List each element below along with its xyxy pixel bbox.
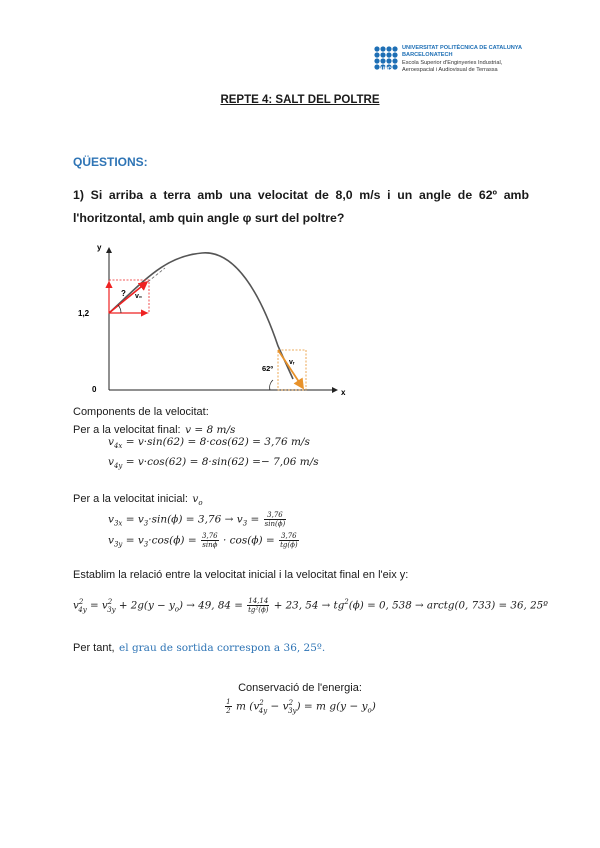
initial-velocity-intro: Per a la velocitat inicial: [73, 493, 188, 505]
energy-title: Conservació de l'energia: [238, 682, 362, 694]
eq-v4x: $v_{4x} = v\cdot\sin(62) = 8\cdot\cos(62) = 3,76$ m/s [108, 436, 310, 451]
eq-v4y-body: = v·cos(62) = 8·sin(62) =− 7,06 m/s [125, 456, 319, 468]
final-velocity-intro: Per a la velocitat final: [73, 424, 181, 436]
school-line1: Escola Superior d'Enginyeries Industrial, [402, 60, 503, 66]
trajectory-curve [109, 253, 293, 379]
university-line2: BARCELONATECH [402, 51, 453, 58]
vf-label: vᵣ [289, 359, 295, 366]
upc-logo-icon [372, 44, 400, 72]
conclusion-line [73, 638, 325, 656]
frac-v3x: $\frac{3,76}{\sin(\phi)}$ [264, 511, 286, 528]
eq-v3y: $v_{3y} = v_3\cdot\cos(\phi)$ = $\frac{3,76}{\sin\phi}$ · cos(ϕ) = $\frac{3,76}{tg(\phi)}$ [108, 532, 298, 549]
section-heading: QÜESTIONS: [73, 155, 148, 169]
eq-v4y: $v_{4y} = v\cdot\cos(62) = 8\cdot\sin(62) =- 7,06$ m/s [108, 456, 319, 471]
frac-v3y-b: $\frac{3,76}{tg(\phi)}$ [280, 532, 298, 549]
frac-v3y-a: $\frac{3,76}{\sin\phi}$ [202, 532, 218, 549]
relation-intro: Establim la relació entre la velocitat inicial i la velocitat final en l'eix y: [73, 569, 409, 581]
conclusion-highlight: el grau de sortida correspon a 36, 25º. [119, 642, 326, 654]
university-line1: UNIVERSITAT POLITÈCNICA DE CATALUNYA [402, 45, 523, 51]
final-velocity-value: v = 8 m/s [185, 424, 236, 436]
origin-label: 0 [92, 385, 97, 394]
frac-relation: $\frac{14,14}{\text{tg²(ϕ)}}$ [248, 597, 269, 614]
impact-angle-arc [270, 380, 273, 390]
school-name [402, 60, 502, 73]
eq-relation: $v^2_{4y} = v^2_{3y} + 2g(y - y_o) \to 49$, 84 = $\frac{14,14}{\text{tg²(ϕ)}}$ + 23, $54 \to tg^2(\phi) = 0$, 538 → arctg(0, 733) = 36, 25º [73, 597, 549, 614]
initial-velocity-line: Per a la velocitat inicial: $v_o$ [73, 493, 203, 508]
y-axis-label: y [97, 243, 102, 252]
y0-label: 1,2 [78, 309, 90, 318]
eq-v4x-body: = v·sin(62) = 8·cos(62) = 3,76 m/s [125, 436, 310, 448]
university-name [402, 45, 522, 58]
page-title: REPTE 4: SALT DEL POLTRE [220, 94, 380, 106]
conclusion-prefix: Per tant, [73, 642, 115, 654]
v0-label: v₀ [135, 293, 143, 300]
frac-half: $\frac{1}{2}$ [226, 698, 231, 715]
components-title: Components de la velocitat: [73, 406, 209, 418]
eq-v3x: $v_{3x} = v_3\cdot\sin(\phi) = 3,76 \to v_3$ = $\frac{3,76}{\sin(\phi)}$ [108, 511, 286, 528]
eq-energy: $\frac{1}{2}$ m $(v^2_{4y} - v^2_{3y}) = m$ $g(y - y_o)$ [226, 698, 376, 715]
logo-text: UPC [380, 66, 392, 72]
impact-angle-label: 62º [262, 364, 274, 373]
vf-arrow [278, 350, 303, 388]
trajectory-figure [75, 238, 355, 402]
unknown-angle-label: ? [121, 289, 126, 298]
school-line2: Aeroespacial i Audiovisual de Terrassa [402, 66, 498, 73]
x-axis-label: x [341, 388, 346, 397]
question-text: 1) Si arriba a terra amb una velocitat de 8,0 m/s i un angle de 62º amb l'horitzontal, amb quin angle φ surt del poltre? [73, 188, 529, 225]
